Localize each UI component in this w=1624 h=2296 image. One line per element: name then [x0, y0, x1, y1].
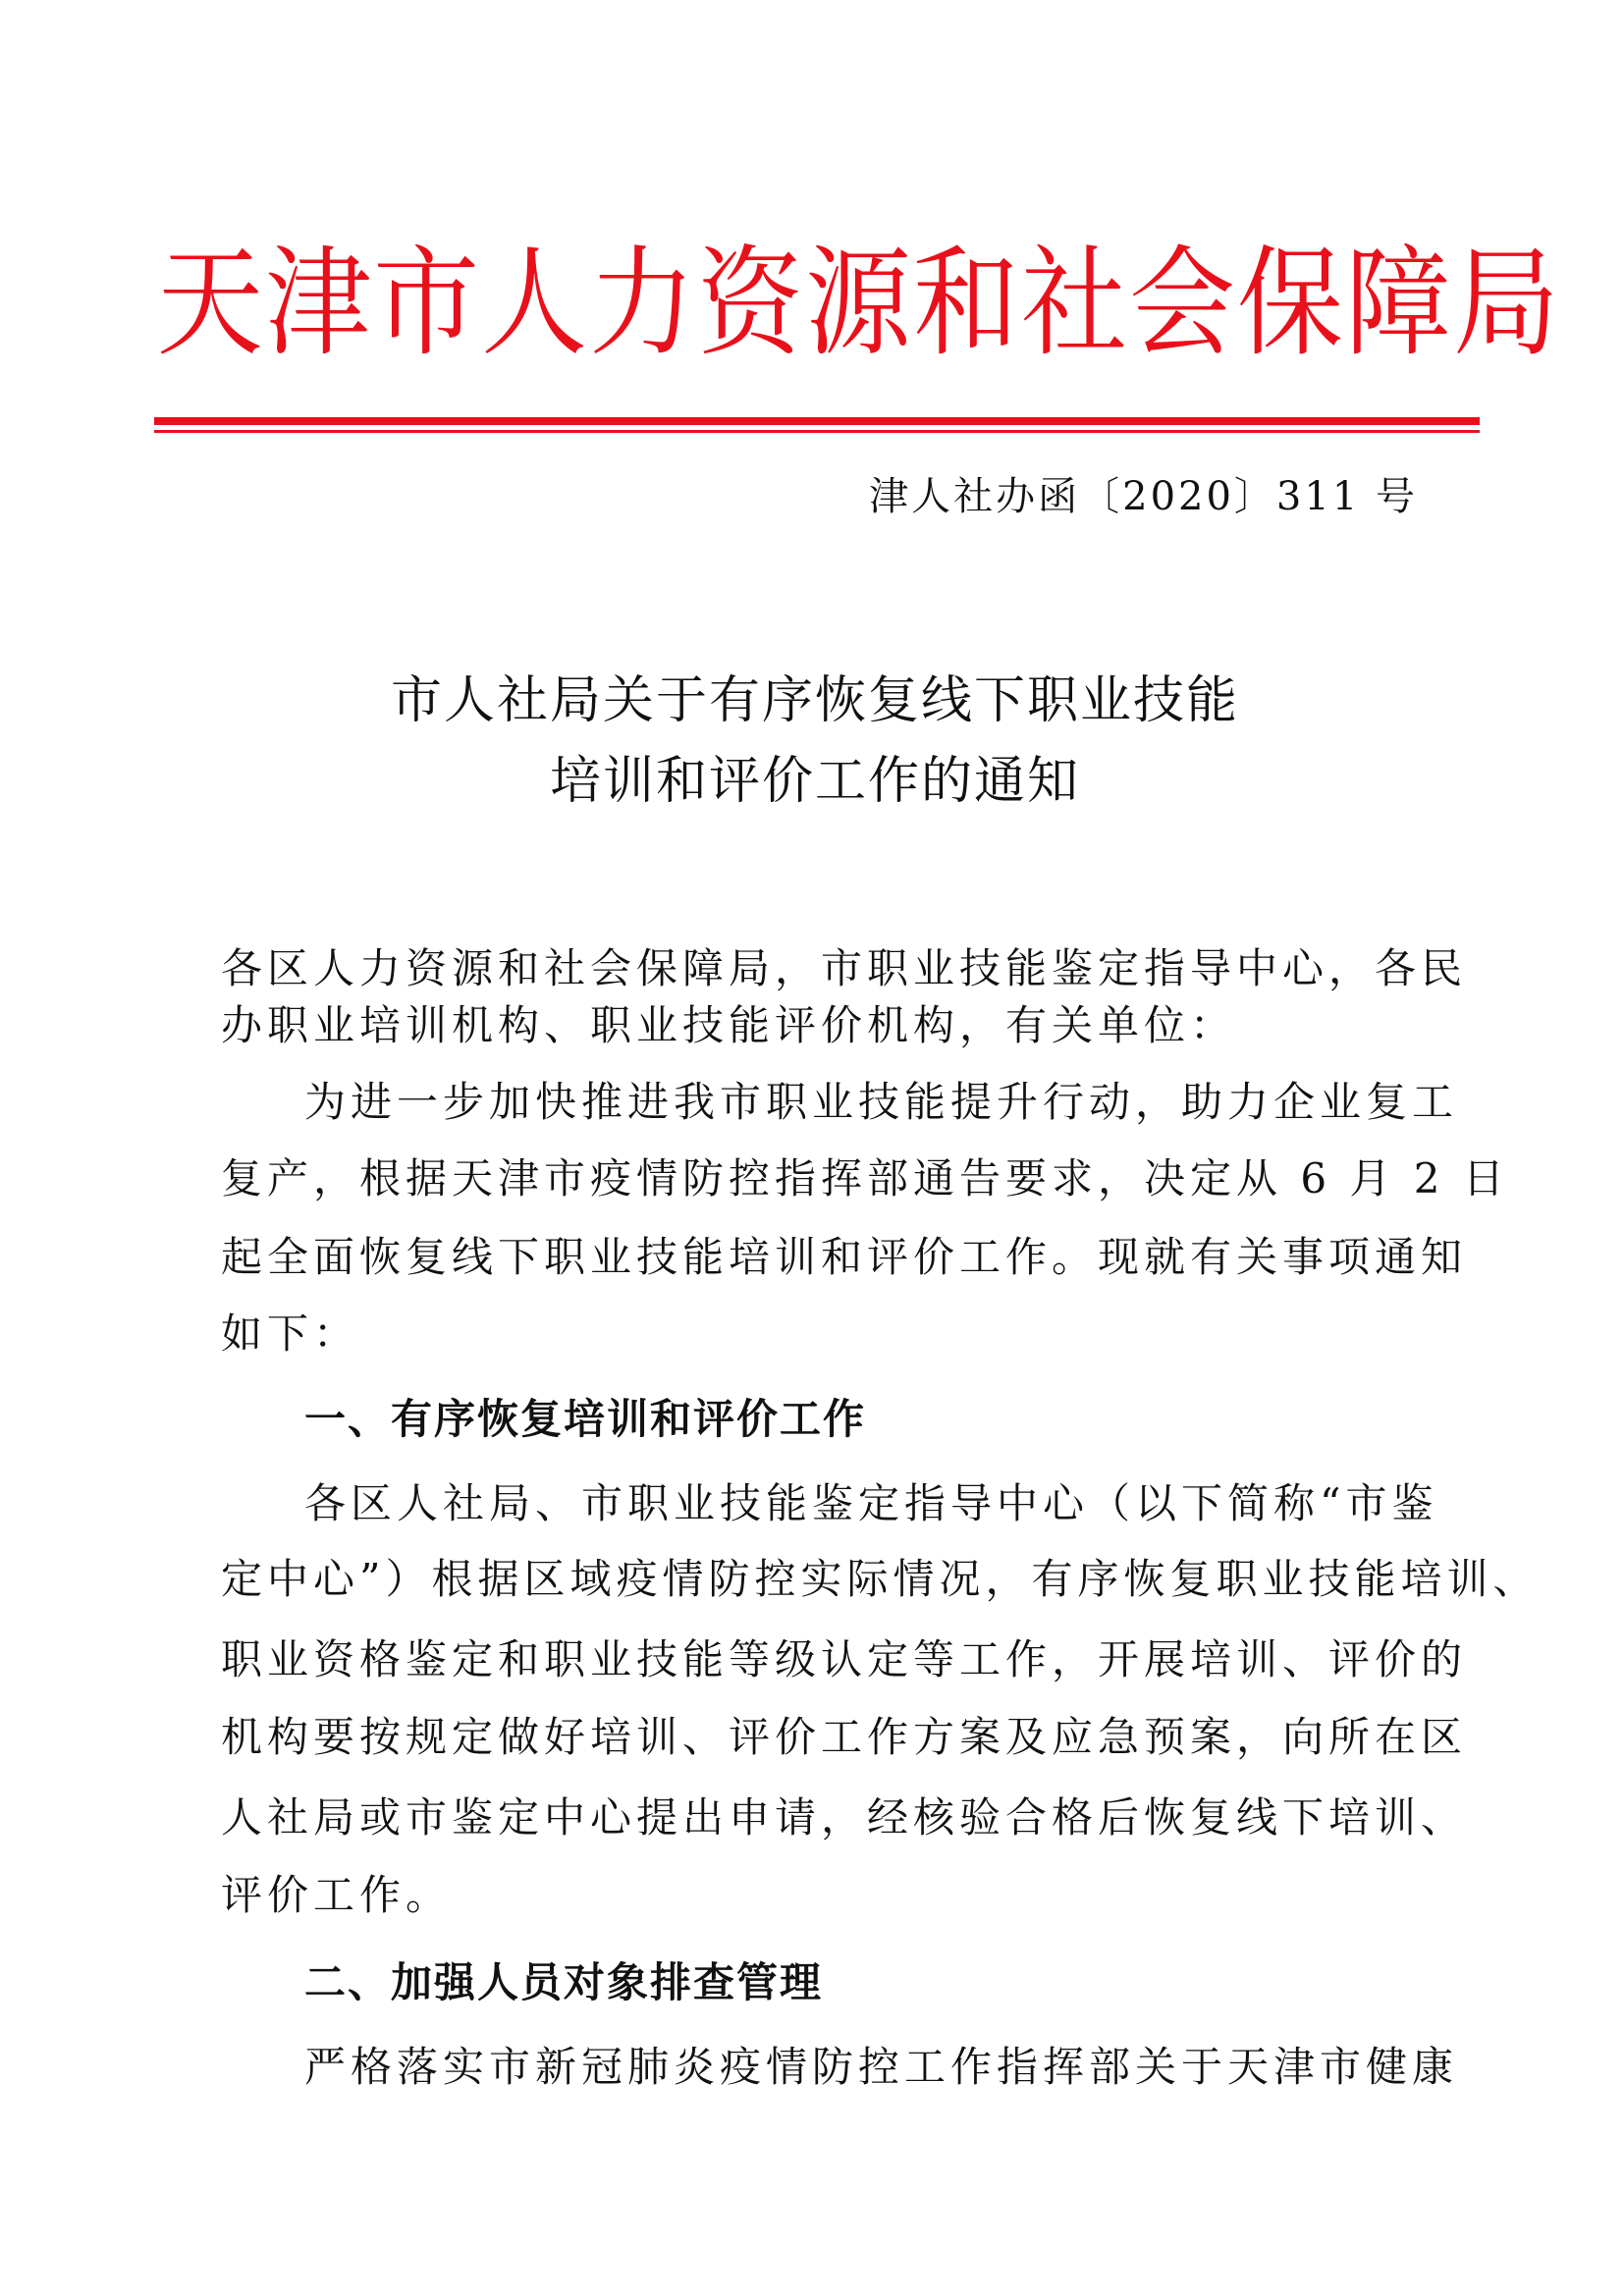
intro-line-2: 复产，根据天津市疫情防控指挥部通告要求，决定从 6 月 2 日	[221, 1154, 1509, 1202]
section-1-line-2: 定中心”）根据区域疫情防控实际情况，有序恢复职业技能培训、	[221, 1555, 1540, 1603]
letterhead-red-rule-thick	[154, 417, 1480, 425]
section-1-line-4: 机构要按规定做好培训、评价工作方案及应急预案，向所在区	[221, 1713, 1468, 1761]
intro-line-4: 如下：	[221, 1309, 360, 1358]
section-1-heading: 一、有序恢复培训和评价工作	[304, 1395, 867, 1443]
addressee-line-2: 办职业培训机构、职业技能评价机构，有关单位：	[221, 1001, 1237, 1049]
section-1-line-6: 评价工作。	[221, 1871, 453, 1919]
letterhead-red-rule-thin	[154, 430, 1480, 433]
intro-line-3: 起全面恢复线下职业技能培训和评价工作。现就有关事项通知	[221, 1233, 1468, 1281]
section-2-line-1: 严格落实市新冠肺炎疫情防控工作指挥部关于天津市健康	[304, 2043, 1459, 2091]
section-1-line-3: 职业资格鉴定和职业技能等级认定等工作，开展培训、评价的	[221, 1635, 1468, 1683]
section-1-line-1: 各区人社局、市职业技能鉴定指导中心（以下简称“市鉴	[304, 1479, 1438, 1527]
document-title-line-2: 培训和评价工作的通知	[549, 752, 1080, 811]
section-2-heading: 二、加强人员对象排查管理	[304, 1958, 824, 2006]
letterhead-org-name: 天津市人力资源和社会保障局	[157, 235, 1562, 373]
section-1-line-5: 人社局或市鉴定中心提出申请，经核验合格后恢复线下培训、	[221, 1793, 1468, 1842]
addressee-line-1: 各区人力资源和社会保障局，市职业技能鉴定指导中心，各民	[221, 944, 1468, 992]
document-title-line-1: 市人社局关于有序恢复线下职业技能	[390, 671, 1239, 730]
document-number: 津人社办函〔2020〕311 号	[869, 474, 1418, 519]
intro-line-1: 为进一步加快推进我市职业技能提升行动，助力企业复工	[304, 1078, 1459, 1126]
